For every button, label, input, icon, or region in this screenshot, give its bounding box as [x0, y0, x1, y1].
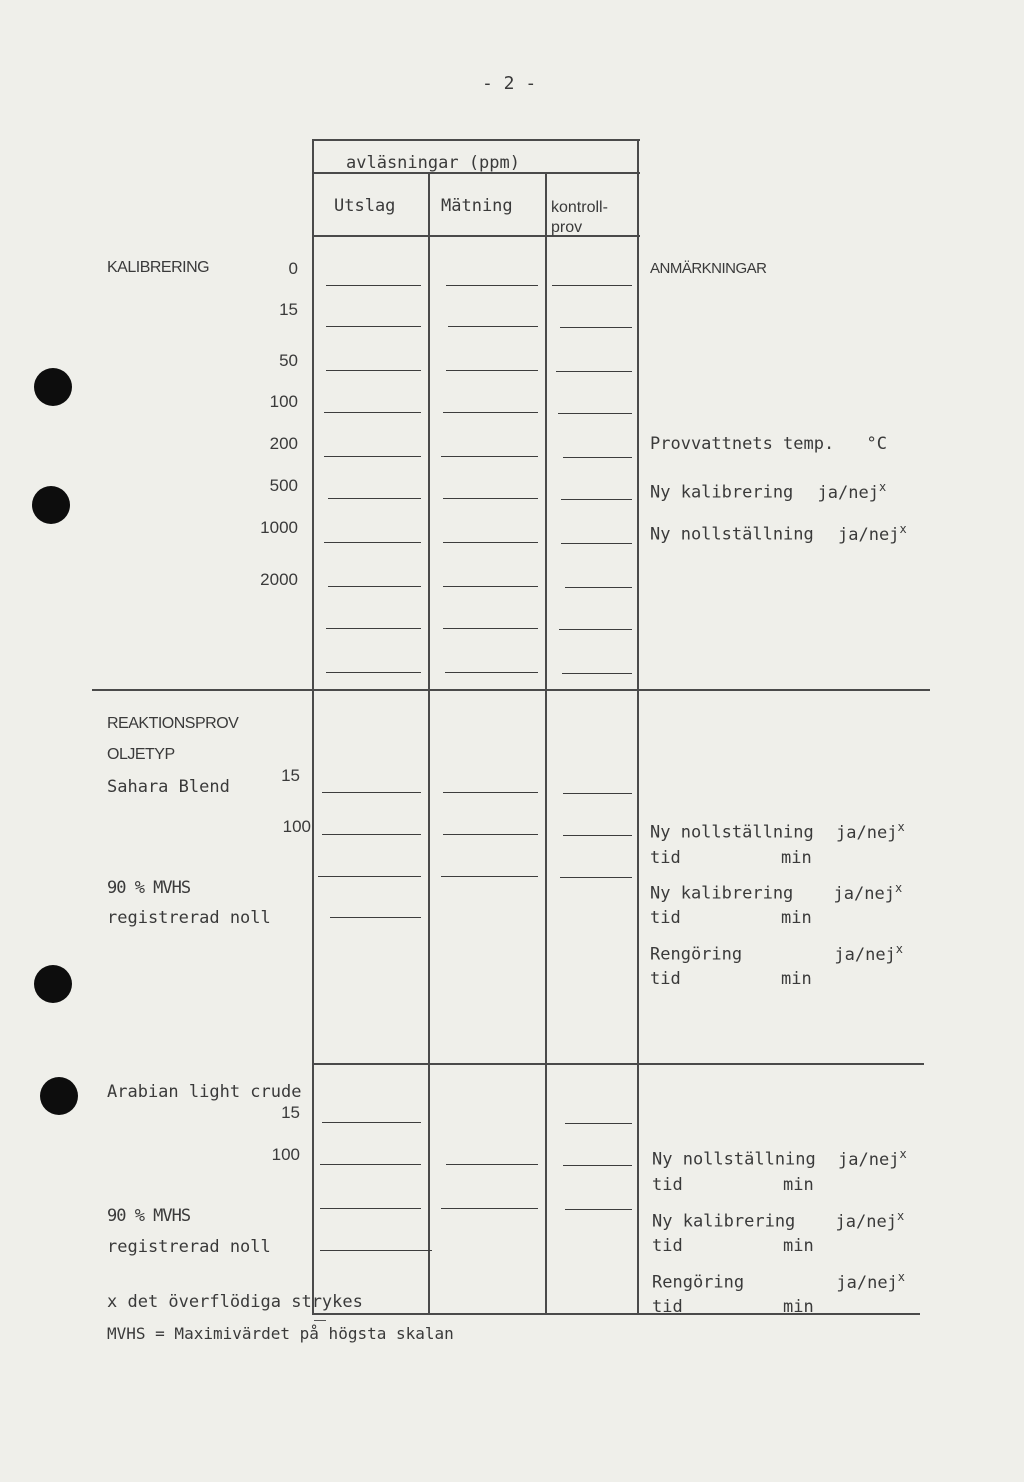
- footnote-mark: x: [896, 1209, 905, 1223]
- oil-name: Arabian light crude: [107, 1082, 302, 1102]
- remark-new-zeroing: [650, 817, 905, 843]
- column-header-kontroll-line2: prov: [551, 219, 583, 236]
- entry-line-matning[interactable]: [443, 412, 538, 413]
- entry-line-utslag[interactable]: [328, 586, 421, 587]
- entry-line-utslag[interactable]: [324, 456, 421, 457]
- entry-line-utslag[interactable]: [318, 876, 421, 877]
- yes-no-option: ja/nej: [834, 944, 896, 965]
- entry-line-registered-zero[interactable]: [330, 917, 421, 918]
- footnote-mark: x: [897, 820, 905, 834]
- footnote-mark: x: [899, 1147, 907, 1161]
- entry-line-kontroll[interactable]: [552, 285, 632, 286]
- entry-line-utslag[interactable]: [322, 834, 421, 835]
- yes-no-option: ja/nej: [835, 1211, 897, 1232]
- column-divider-2: [545, 172, 547, 1315]
- entry-line-matning[interactable]: [443, 586, 538, 587]
- entry-line-matning[interactable]: [443, 542, 538, 543]
- time-unit: min: [780, 969, 812, 989]
- calibration-level: 500: [269, 476, 298, 495]
- footnote-mvhs-note: MVHS = Maximivärdet på högsta skalan: [107, 1324, 454, 1343]
- entry-line-kontroll[interactable]: [560, 327, 632, 328]
- oil-type-label: OLJETYP: [107, 746, 175, 763]
- remark-time: [652, 1297, 814, 1317]
- entry-line-utslag[interactable]: [326, 285, 421, 286]
- header-group-label: avläsningar (ppm): [346, 153, 520, 173]
- entry-line-matning[interactable]: [443, 792, 538, 793]
- footnote-mark: x: [897, 1270, 906, 1284]
- yes-no-option: ja/nej: [838, 1149, 900, 1170]
- entry-line-utslag[interactable]: [324, 412, 421, 413]
- entry-line-kontroll[interactable]: [563, 835, 632, 836]
- entry-line-utslag[interactable]: [322, 792, 421, 793]
- remark-label: tid: [650, 908, 681, 928]
- entry-line-kontroll[interactable]: [561, 499, 632, 500]
- remark-label: Ny nollställning: [650, 822, 814, 843]
- reaction-test-label: REAKTIONSPROV: [107, 715, 239, 732]
- entry-line-kontroll[interactable]: [563, 793, 632, 794]
- footnote-mark: x: [899, 522, 907, 536]
- footnote-mark: x: [895, 942, 904, 956]
- entry-line-kontroll[interactable]: [565, 1123, 632, 1124]
- remark-label: Ny kalibrering: [650, 883, 794, 904]
- time-unit: min: [782, 1175, 814, 1195]
- entry-line-matning[interactable]: [446, 370, 538, 371]
- yes-no-option: ja/nej: [836, 1272, 898, 1293]
- punch-hole: [34, 368, 72, 406]
- time-unit: min: [780, 848, 812, 868]
- entry-line-registered-zero[interactable]: [320, 1250, 432, 1251]
- oil-level: 100: [271, 1145, 300, 1164]
- footnote-mark: x: [894, 881, 903, 895]
- yes-no-option: ja/nej: [817, 482, 879, 503]
- time-unit: min: [782, 1297, 814, 1317]
- punch-hole: [40, 1077, 78, 1115]
- column-header-utslag: Utslag: [334, 196, 396, 216]
- yes-no-option: ja/nej: [833, 883, 895, 904]
- entry-line-matning[interactable]: [441, 456, 538, 457]
- new-zeroing-label: Ny nollställning: [650, 524, 814, 545]
- entry-line-kontroll[interactable]: [565, 587, 632, 588]
- entry-line-kontroll[interactable]: [565, 1209, 632, 1210]
- entry-line-kontroll[interactable]: [558, 413, 632, 414]
- header-bottom-border: [312, 235, 640, 237]
- table-top-border: [312, 139, 640, 141]
- remark-time: [650, 908, 812, 928]
- water-temp-unit: °C: [866, 434, 887, 454]
- entry-line-utslag[interactable]: [326, 370, 421, 371]
- yes-no-option: ja/nej: [838, 524, 900, 545]
- entry-line-utslag[interactable]: [326, 326, 421, 327]
- bottom-tick: [314, 1320, 326, 1321]
- entry-line-utslag[interactable]: [328, 498, 421, 499]
- remark-label: Ny nollställning: [652, 1149, 816, 1170]
- section-divider-calibration: [92, 689, 930, 691]
- entry-line-kontroll[interactable]: [559, 629, 632, 630]
- entry-line-kontroll[interactable]: [556, 371, 632, 372]
- entry-line-matning[interactable]: [448, 326, 538, 327]
- remark-label: Rengöring: [650, 944, 743, 965]
- oil-name: Sahara Blend: [107, 777, 230, 797]
- column-divider-1: [428, 172, 430, 1315]
- remark-time: [650, 848, 812, 868]
- entry-line-matning[interactable]: [441, 1208, 538, 1209]
- remark-new-zeroing: [652, 1144, 907, 1170]
- remark-label: tid: [652, 1236, 683, 1256]
- entry-line-utslag[interactable]: [324, 542, 421, 543]
- new-calibration-label: Ny kalibrering: [650, 482, 794, 503]
- entry-line-kontroll[interactable]: [561, 543, 632, 544]
- oil-level: 100: [282, 817, 311, 836]
- remark-label: tid: [650, 848, 681, 868]
- entry-line-matning[interactable]: [443, 628, 538, 629]
- entry-line-matning[interactable]: [446, 1164, 538, 1165]
- calibration-level: 0: [288, 259, 298, 278]
- entry-line-utslag[interactable]: [326, 628, 421, 629]
- calibration-label: KALIBRERING: [107, 259, 210, 276]
- remark-label: tid: [652, 1297, 683, 1317]
- mvhs-label: 90 % MVHS: [107, 1206, 191, 1226]
- entry-line-utslag[interactable]: [320, 1164, 421, 1165]
- entry-line-kontroll[interactable]: [560, 877, 632, 878]
- column-header-matning: Mätning: [441, 196, 513, 216]
- oil-level: 15: [281, 1103, 300, 1122]
- entry-line-kontroll[interactable]: [563, 457, 632, 458]
- calibration-level: 100: [269, 392, 298, 411]
- column-header-kontroll-line1: kontroll-: [551, 199, 608, 216]
- remark-new-calibration: [650, 878, 902, 904]
- new-zeroing-remark: [650, 519, 907, 545]
- remark-new-calibration: [652, 1206, 904, 1232]
- remark-time: [650, 969, 812, 989]
- entry-line-matning[interactable]: [441, 876, 538, 877]
- entry-line-kontroll[interactable]: [563, 1165, 632, 1166]
- punch-hole: [32, 486, 70, 524]
- remark-label: Ny kalibrering: [652, 1211, 796, 1232]
- water-temp-label: [650, 434, 887, 454]
- time-unit: min: [782, 1236, 814, 1256]
- section-divider-oil-2: [312, 1063, 924, 1065]
- punch-hole: [34, 965, 72, 1003]
- table-bottom-border: [312, 1313, 920, 1315]
- registered-zero-label: registrerad noll: [107, 1237, 271, 1257]
- entry-line-utslag[interactable]: [326, 672, 421, 673]
- entry-line-matning[interactable]: [443, 834, 538, 835]
- oil-level: 15: [281, 766, 300, 785]
- footnote-strike-note: x det överflödiga strykes: [107, 1292, 363, 1312]
- table-right-border: [637, 139, 639, 1315]
- entry-line-matning[interactable]: [446, 285, 538, 286]
- remarks-heading: ANMÄRKNINGAR: [650, 260, 767, 277]
- time-unit: min: [780, 908, 812, 928]
- entry-line-utslag[interactable]: [322, 1122, 421, 1123]
- registered-zero-label: registrerad noll: [107, 908, 271, 928]
- water-temp-text: Provvattnets temp.: [650, 434, 835, 454]
- table-left-border: [312, 139, 314, 1315]
- remark-cleaning: [652, 1267, 905, 1293]
- remark-cleaning: [650, 939, 903, 965]
- entry-line-matning[interactable]: [443, 498, 538, 499]
- footnote-mark: x: [878, 480, 887, 494]
- remark-label: tid: [652, 1175, 683, 1195]
- calibration-level: 200: [269, 434, 298, 453]
- calibration-level: 15: [279, 300, 298, 319]
- mvhs-label: 90 % MVHS: [107, 878, 191, 898]
- yes-no-option: ja/nej: [836, 822, 898, 843]
- entry-line-kontroll[interactable]: [562, 673, 632, 674]
- remark-time: [652, 1175, 814, 1195]
- remark-label: Rengöring: [652, 1272, 745, 1293]
- remark-time: [652, 1236, 814, 1256]
- entry-line-utslag[interactable]: [320, 1208, 421, 1209]
- calibration-level: 50: [279, 351, 298, 370]
- page-number: - 2 -: [482, 73, 537, 94]
- calibration-level: 2000: [260, 570, 298, 589]
- new-calibration-remark: [650, 477, 886, 503]
- entry-line-matning[interactable]: [445, 672, 538, 673]
- remark-label: tid: [650, 969, 681, 989]
- calibration-level: 1000: [260, 518, 298, 537]
